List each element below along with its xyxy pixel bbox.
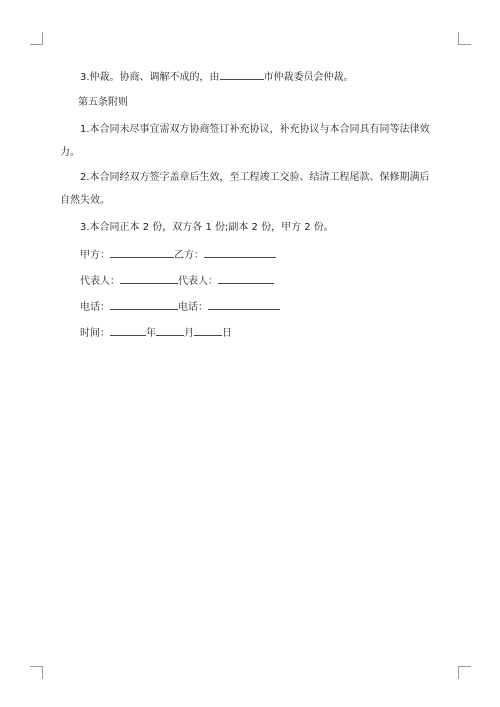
crop-mark-bottom-right [458, 666, 471, 679]
year-blank [110, 326, 146, 336]
rep-a-blank [120, 274, 178, 284]
year-label: 年 [146, 328, 156, 339]
clause-2-line-1: 2.本合同经双方签字盖章后生效，至工程竣工交验、结清工程尾款、保修期满后 [80, 172, 430, 183]
clause-2-line-2: 自然失效。 [60, 195, 110, 206]
clause-3: 3.本合同正本 2 份，双方各 1 份;副本 2 份，甲方 2 份。 [80, 222, 334, 233]
signature-representatives-row [80, 274, 274, 288]
arbitration-clause [80, 70, 354, 84]
clause-1-line-1: 1.本合同未尽事宜需双方协商签订补充协议，补充协议与本合同具有同等法律效 [80, 124, 430, 135]
phone-a-blank [110, 300, 178, 310]
month-blank [156, 326, 184, 336]
signature-phone-row [80, 300, 280, 314]
clause-1-line-2: 力。 [60, 147, 80, 158]
month-label: 月 [184, 328, 194, 339]
section5-title: 第五条附则 [78, 97, 128, 108]
party-b-blank [204, 248, 276, 258]
phone-b-label: 电话： [178, 302, 208, 313]
crop-mark-top-left [30, 32, 43, 45]
time-label: 时间： [80, 328, 110, 339]
rep-b-blank [218, 274, 274, 284]
party-a-label: 甲方： [80, 250, 110, 261]
arbitration-suffix: 市仲裁委员会仲裁。 [263, 72, 354, 83]
arbitration-city-blank [220, 70, 264, 80]
crop-mark-bottom-left [30, 666, 43, 679]
day-label: 日 [222, 328, 232, 339]
party-b-label: 乙方： [174, 250, 204, 261]
rep-a-label: 代表人： [80, 276, 120, 287]
phone-b-blank [208, 300, 280, 310]
phone-a-label: 电话： [80, 302, 110, 313]
signature-date-row [80, 326, 232, 340]
crop-mark-top-right [458, 32, 471, 45]
signature-parties-row [80, 248, 276, 262]
rep-b-label: 代表人： [178, 276, 218, 287]
party-a-blank [110, 248, 174, 258]
day-blank [194, 326, 222, 336]
arbitration-prefix: 3.仲裁。协商、调解不成的，由 [80, 72, 220, 83]
